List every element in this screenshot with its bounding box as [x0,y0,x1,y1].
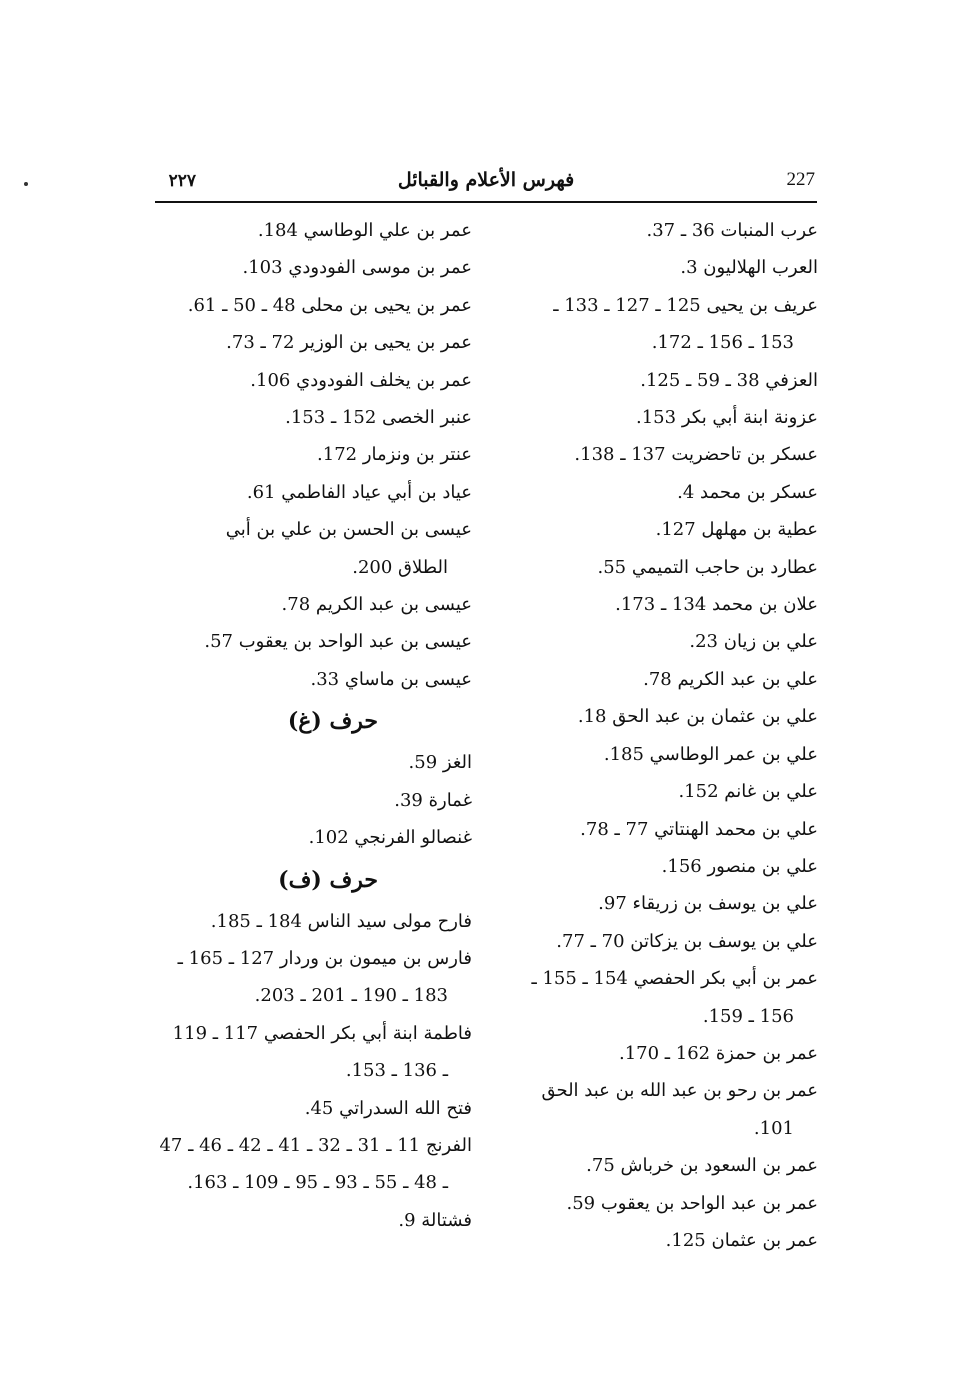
index-entry [152,782,472,819]
index-entry [152,903,472,940]
entry-continuation: 101. [753,1117,794,1139]
entry-text: عمر بن علي الوطاسي 184. [257,220,472,241]
page-number: 227 [786,169,815,190]
entry-text: عيسى بن ماساي 33. [310,668,472,690]
entry-text: علي بن عبد الكريم 78. [643,668,818,690]
index-entry [498,212,818,249]
index-entry [498,736,818,773]
entry-text: العرب الهلاليون 3. [680,257,818,279]
entry-text: عمر بن رحو بن عبد الله بن عبد الحق [541,1080,818,1102]
entry-text: عطارد بن حاجب التميمي 55. [597,556,818,578]
entry-text: عمر بن حمزة 162 ـ 170. [618,1042,818,1064]
index-entry [498,885,818,922]
page-header [155,165,817,203]
page-number-arabic: ٢٢٧ [168,171,196,191]
entry-text: علي بن منصور 156. [661,855,818,877]
entry-continuation: ـ 48 ـ 55 ـ 93 ـ 95 ـ 109 ـ 163. [187,1172,448,1194]
index-entry [152,940,472,1015]
index-column-left [152,212,472,1239]
index-column-right [498,212,818,1259]
index-entry [498,698,818,735]
index-entry [498,1147,818,1184]
entry-text: عمر بن يحيى بن الوزير 72 ـ 73. [226,332,472,354]
index-entry [152,212,472,249]
index-entry [498,1072,818,1147]
entry-text: عمر بن عبد الواحد بن يعقوب 59. [566,1192,818,1214]
index-entry [152,362,472,399]
entry-text: علي بن يوسف بن زريقاء 97. [598,893,818,915]
entry-text: عرب المنبات 36 ـ 37. [646,220,818,241]
index-entry [498,623,818,660]
entry-text: عريف بن يحيى 125 ـ 127 ـ 133 ـ [553,294,818,316]
entry-text: علي بن محمد الهنتاتي 77 ـ 78. [580,818,818,840]
index-entry [498,773,818,810]
entry-text: عمر بن أبي بكر الحفصي 154 ـ 155 ـ [531,968,818,990]
entry-text: علي بن يوسف بن يزكاتن 70 ـ 77. [556,930,818,952]
index-entry [498,811,818,848]
index-entry [152,324,472,361]
entry-text: عنتر بن ونزمار 172. [317,444,472,466]
entry-text: عيسى بن عبد الواحد بن يعقوب 57. [204,631,472,653]
entry-continuation: ـ 136 ـ 153. [345,1060,448,1082]
entry-continuation: 183 ـ 190 ـ 201 ـ 203. [254,985,448,1007]
index-entry [498,362,818,399]
index-entry [498,923,818,960]
index-entry [498,1035,818,1072]
entry-text: غنصالو الفرنجي 102. [308,827,472,849]
index-entry [152,511,472,586]
index-entry [152,436,472,473]
entry-text: الفرنج 11 ـ 31 ـ 32 ـ 41 ـ 42 ـ 46 ـ 47 [159,1134,472,1156]
entry-text: العزفي 38 ـ 59 ـ 125. [640,369,818,391]
entry-text: عيسى بن عبد الكريم 78. [281,594,472,616]
entry-continuation: 153 ـ 156 ـ 172. [651,332,794,354]
entry-text: عمر بن يخلف الفودودي 106. [250,369,472,391]
entry-text: عمر بن موسى الفودودي 103. [242,257,472,279]
index-entry [152,744,472,781]
entry-text: غمارة 39. [394,789,472,811]
index-entry [498,511,818,548]
index-entry [152,1090,472,1127]
entry-text: فشتالة 9. [398,1209,472,1231]
index-entry [152,586,472,623]
index-entry [152,287,472,324]
entry-text: عنبر الخصى 152 ـ 153. [285,407,472,429]
index-entry [498,960,818,1035]
entry-text: عسكر بن تاحضريت 137 ـ 138. [574,444,818,466]
entry-text: فارس بن ميمون بن وردار 127 ـ 165 ـ [177,947,472,969]
index-entry [152,1015,472,1090]
entry-text: عسكر بن محمد 4. [677,481,818,503]
entry-text: فتح الله السدراتي 45. [304,1097,472,1119]
index-entry [152,661,472,698]
index-entry [152,249,472,286]
index-entry [498,399,818,436]
entry-text: عمر بن عثمان 125. [665,1229,818,1251]
entry-text: علي بن زيان 23. [689,631,818,653]
index-entry [498,436,818,473]
entry-text: عياد بن أبي عياد الفاطمي 61. [246,481,472,503]
index-entry [498,848,818,885]
entry-continuation: 156 ـ 159. [702,1005,794,1027]
entry-text: الغز 59. [408,752,472,774]
entry-text: عمر بن يحيى بن محلى 48 ـ 50 ـ 61. [187,294,472,316]
index-entry [498,287,818,362]
entry-text: علي بن غانم 152. [678,781,818,803]
index-entry [152,474,472,511]
entry-text: عطية بن مهلهل 127. [655,519,818,541]
entry-text: فاطمة ابنة أبي بكر الحفصي 117 ـ 119 [172,1022,472,1044]
index-entry [498,1185,818,1222]
entry-text: عزونة ابنة أبي بكر 153. [636,407,818,429]
entry-text: علان بن محمد 134 ـ 173. [615,594,818,616]
index-entry [152,819,472,856]
section-heading-ghain: حرف (غ) [287,708,378,735]
section-heading-fa: حرف (ف) [278,866,378,893]
index-entry [152,623,472,660]
index-entry [498,661,818,698]
entry-text: عمر بن السعود بن خرباش 75. [586,1155,818,1177]
running-title: فهرس الأعلام والقبائل [397,169,575,191]
entry-continuation: الطلاق 200. [352,556,448,578]
index-entry [152,399,472,436]
index-entry [152,1127,472,1202]
index-entry [498,474,818,511]
entry-text: فارح مولى سيد الناس 184 ـ 185. [210,910,472,932]
index-entry [152,1202,472,1239]
index-entry [498,1222,818,1259]
entry-text: عيسى بن الحسن بن علي بن أبي [225,519,472,541]
entry-text: علي بن عمر الوطاسي 185. [603,743,818,765]
entry-text: علي بن عثمان بن عبد الحق 18. [577,706,818,728]
index-entry [498,586,818,623]
index-entry [498,249,818,286]
scan-speck [24,182,28,186]
index-entry [498,549,818,586]
